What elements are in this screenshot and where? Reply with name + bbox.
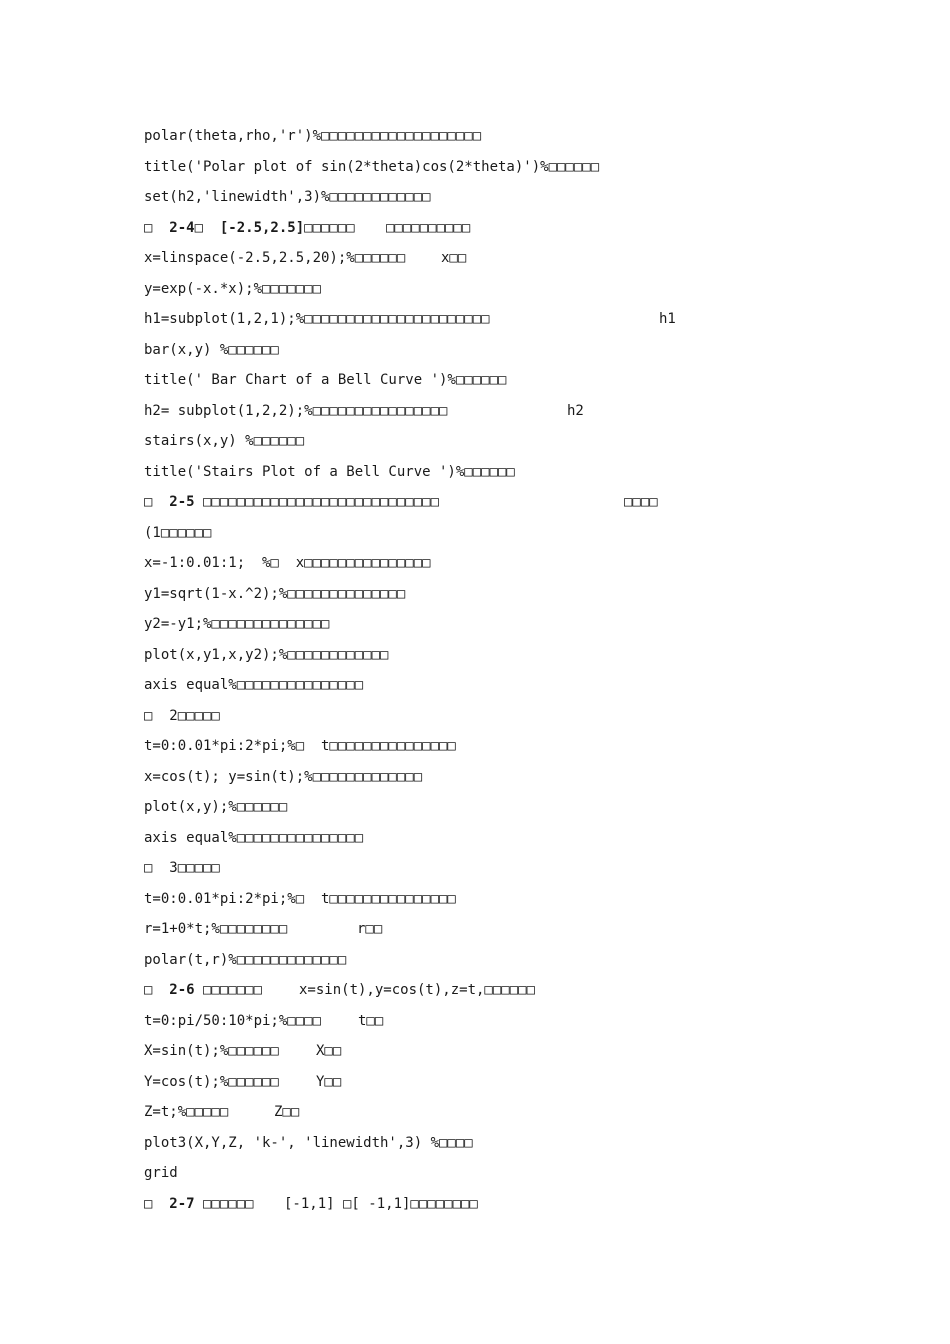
text-segment: y=exp(-x.*x);%□□□□□□□ bbox=[144, 280, 322, 297]
text-segment: axis equal%□□□□□□□□□□□□□□□ bbox=[144, 677, 364, 693]
text-segment: x=-1:0.01:1; %□ x□□□□□□□□□□□□□□□ bbox=[144, 555, 431, 571]
text-segment: h1=subplot(1,2,1);%□□□□□□□□□□□□□□□□□□□□□□ bbox=[144, 311, 490, 327]
text-segment: y2=-y1;%□□□□□□□□□□□□□□ bbox=[144, 616, 330, 632]
text-segment: t=0:0.01*pi:2*pi;%□ t□□□□□□□□□□□□□□□ bbox=[144, 738, 456, 754]
text-segment: □□□□ bbox=[624, 494, 658, 510]
text-segment: h1 bbox=[659, 311, 676, 327]
text-segment: x=sin(t),y=cos(t),z=t,□□□□□□ bbox=[299, 982, 536, 998]
text-segment: h2 bbox=[567, 402, 584, 419]
text-segment: stairs(x,y) %□□□□□□ bbox=[144, 433, 305, 449]
text-segment: (1□□□□□□ bbox=[144, 524, 212, 541]
text-segment: X=sin(t);%□□□□□□ bbox=[144, 1043, 279, 1059]
text-segment: [-1,1] □[ -1,1]□□□□□□□□ bbox=[284, 1195, 478, 1212]
text-segment: □ 3□□□□□ bbox=[144, 860, 220, 876]
text-segment: X□□ bbox=[316, 1043, 342, 1059]
text-segment: □ 2-4□ [-2.5,2.5]□□□□□□ bbox=[144, 219, 355, 236]
text-segment: Y□□ bbox=[316, 1073, 342, 1090]
text-segment: set(h2,'linewidth',3)%□□□□□□□□□□□□ bbox=[144, 189, 431, 205]
text-segment: Z□□ bbox=[274, 1104, 300, 1120]
text-segment: □ 2-7 □□□□□□ bbox=[144, 1195, 254, 1212]
text-segment: plot(x,y);%□□□□□□ bbox=[144, 799, 288, 815]
text-segment: x□□ bbox=[441, 250, 467, 266]
text-segment: r□□ bbox=[357, 921, 383, 937]
text-segment: t=0:0.01*pi:2*pi;%□ t□□□□□□□□□□□□□□□ bbox=[144, 890, 456, 907]
text-segment: □ 2□□□□□ bbox=[144, 707, 220, 724]
text-segment: □ 2-5 □□□□□□□□□□□□□□□□□□□□□□□□□□□□ bbox=[144, 494, 440, 510]
text-segment: x=linspace(-2.5,2.5,20);%□□□□□□ bbox=[144, 250, 406, 266]
text-segment: polar(t,r)%□□□□□□□□□□□□□ bbox=[144, 951, 347, 968]
text-segment: x=cos(t); y=sin(t);%□□□□□□□□□□□□□ bbox=[144, 768, 423, 785]
text-segment: h2= subplot(1,2,2);%□□□□□□□□□□□□□□□□ bbox=[144, 402, 448, 419]
text-segment: plot(x,y1,x,y2);%□□□□□□□□□□□□ bbox=[144, 646, 389, 663]
text-segment: □ 2-6 □□□□□□□ bbox=[144, 982, 263, 998]
text-segment: □□□□□□□□□□ bbox=[386, 219, 471, 236]
text-segment: bar(x,y) %□□□□□□ bbox=[144, 341, 279, 358]
text-segment: grid bbox=[144, 1165, 178, 1181]
text-segment: y1=sqrt(1-x.^2);%□□□□□□□□□□□□□□ bbox=[144, 585, 406, 602]
text-segment: t=0:pi/50:10*pi;%□□□□ bbox=[144, 1012, 322, 1029]
text-segment: axis equal%□□□□□□□□□□□□□□□ bbox=[144, 829, 364, 846]
text-segment: polar(theta,rho,'r')%□□□□□□□□□□□□□□□□□□□ bbox=[144, 128, 482, 144]
text-segment: Z=t;%□□□□□ bbox=[144, 1104, 229, 1120]
text-segment: plot3(X,Y,Z, 'k-', 'linewidth',3) %□□□□ bbox=[144, 1134, 473, 1151]
text-segment: title(' Bar Chart of a Bell Curve ')%□□□□□□ bbox=[144, 372, 507, 388]
text-segment: title('Polar plot of sin(2*theta)cos(2*theta)')%□□□□□□ bbox=[144, 158, 600, 175]
text-segment: t□□ bbox=[358, 1012, 384, 1029]
text-segment: Y=cos(t);%□□□□□□ bbox=[144, 1073, 279, 1090]
text-segment: title('Stairs Plot of a Bell Curve ')%□□□□□□ bbox=[144, 463, 515, 480]
text-segment: r=1+0*t;%□□□□□□□□ bbox=[144, 921, 288, 937]
